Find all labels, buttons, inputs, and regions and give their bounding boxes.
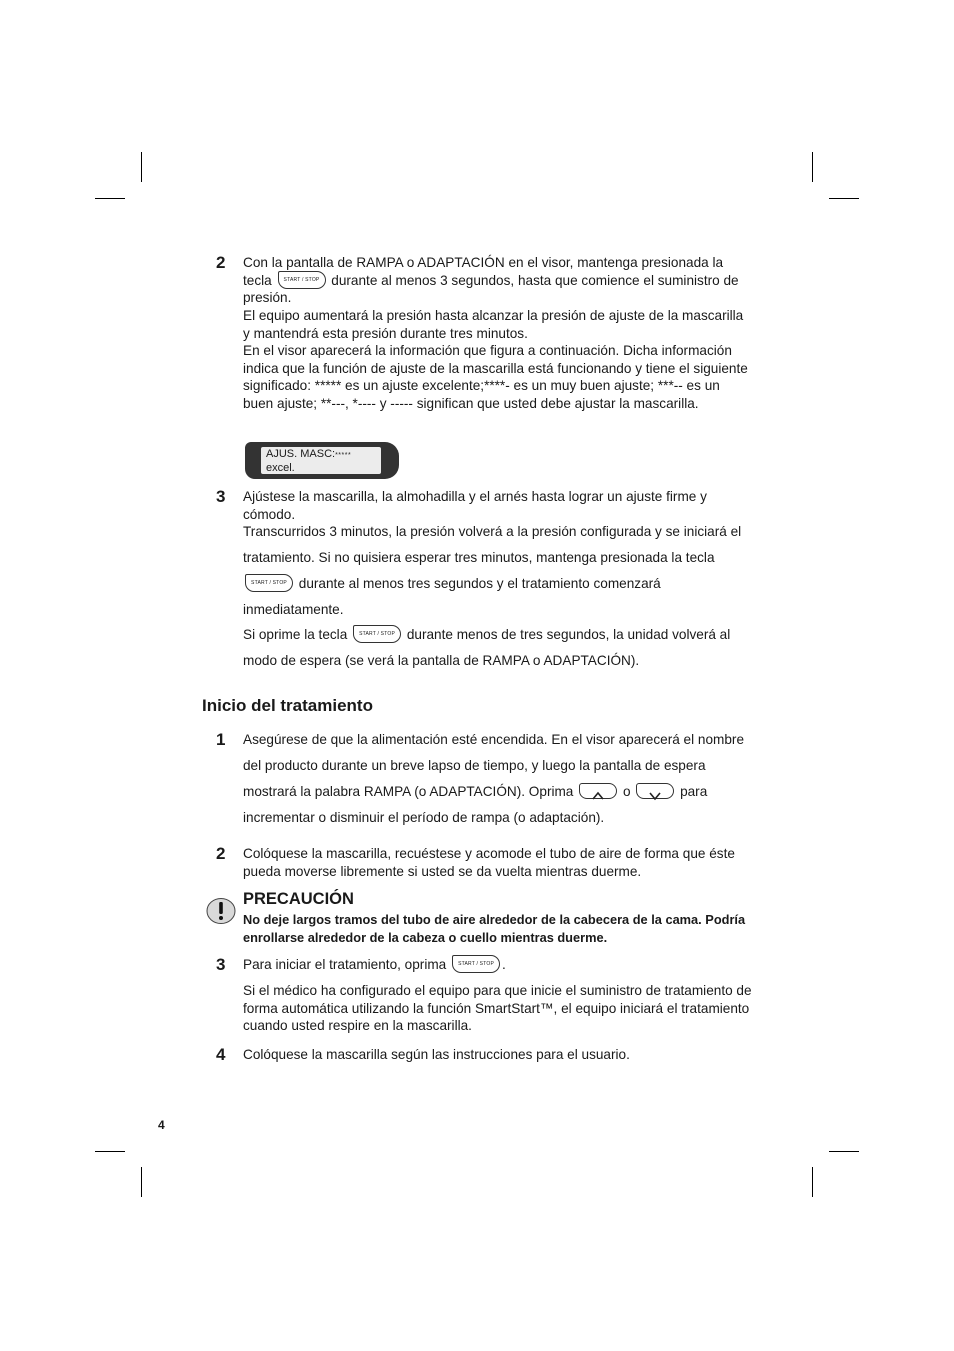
start-stop-button-icon: START / STOP — [278, 271, 326, 289]
step-number: 1 — [216, 730, 226, 749]
display-line: excel. — [266, 462, 295, 474]
crop-mark — [829, 1151, 859, 1152]
step-text-part: . — [502, 957, 506, 972]
paragraph: El equipo aumentará la presión hasta alcanzar la presión de ajuste de la mascarilla y mantendrá esta presión durante tres minutos. — [243, 308, 744, 341]
step-text-part: para incrementar o disminuir el período de rampa (o adaptación). — [243, 784, 708, 825]
start-stop-button-icon: START / STOP — [452, 955, 500, 973]
step-text-part: durante al menos 3 segundos, hasta que comience el suministro de presión. — [243, 272, 739, 306]
display-line — [266, 448, 381, 462]
section-heading: Inicio del tratamiento — [202, 696, 373, 715]
caution-title: PRECAUCIÓN — [243, 890, 354, 908]
step-text-part: durante al menos tres segundos y el tratamiento comenzará inmediatamente. — [243, 576, 661, 617]
down-arrow-button-icon — [636, 783, 674, 799]
up-arrow-button-icon — [579, 783, 617, 799]
step-text-part: durante menos de tres segundos, la unidad volverá al modo de espera (se verá la pantalla de RAMPA o ADAPTACIÓN). — [243, 627, 731, 668]
step-text — [243, 519, 753, 623]
crop-mark — [812, 152, 813, 182]
step-text — [243, 956, 753, 974]
crop-mark — [141, 1167, 142, 1197]
step-number: 3 — [216, 955, 226, 974]
crop-mark — [812, 1167, 813, 1197]
crop-mark — [95, 198, 125, 199]
page-number: 4 — [158, 1118, 165, 1132]
crop-mark — [141, 152, 142, 182]
display-text: AJUS. MASC: — [266, 448, 336, 460]
caution-text: No deje largos tramos del tubo de aire alrededor de la cabecera de la cama. Podría enrollarse alrededor de la cabeza o cuello mientras duerme. — [243, 912, 746, 945]
step-text-part: Con la pantalla de RAMPA o ADAPTACIÓN en el visor, mantenga presionada la tecla — [243, 255, 724, 288]
step-text-part: Transcurridos 3 minutos, la presión volverá a la presión configurada y se iniciará el tratamiento. Si no quisiera esperar tres minutos, mantenga presionada la tecla — [243, 524, 742, 565]
step-text — [243, 254, 753, 307]
start-stop-button-icon: START / STOP — [353, 625, 401, 643]
step-number: 3 — [216, 487, 226, 506]
step-text — [243, 727, 753, 831]
step-number: 2 — [216, 844, 226, 863]
step-text — [243, 622, 753, 674]
step-text-part: Asegúrese de que la alimentación esté encendida. En el visor aparecerá el nombre del producto durante un breve lapso de tiempo, y luego la pantalla de espera mostrará la palabra RAMPA (o ADAPTACIÓN). Oprima — [243, 732, 745, 799]
paragraph: Colóquese la mascarilla, recuéstese y acomode el tubo de aire de forma que éste pueda moverse libremente si usted se da vuelta mientras duerme. — [243, 846, 735, 879]
step-text-part: Si oprime la tecla — [243, 627, 348, 642]
paragraph: Colóquese la mascarilla según las instrucciones para el usuario. — [243, 1047, 630, 1062]
display-screen — [261, 447, 381, 474]
warning-icon — [206, 897, 236, 925]
device-display-illustration — [245, 442, 399, 479]
step-number: 4 — [216, 1045, 226, 1064]
crop-mark — [829, 198, 859, 199]
paragraph: Ajústese la mascarilla, la almohadilla y el arnés hasta lograr un ajuste firme y cómodo. — [243, 489, 707, 522]
display-stars: ***** — [335, 452, 352, 459]
step-text-part: Para iniciar el tratamiento, oprima — [243, 957, 447, 972]
step-number: 2 — [216, 253, 226, 272]
paragraph: Si el médico ha configurado el equipo para que inicie el suministro de tratamiento de forma automática utilizando la función SmartStart™, el equipo iniciará el tratamiento cuando usted respire en la mascarilla. — [243, 983, 752, 1034]
step-text-part: o — [622, 784, 631, 799]
start-stop-button-icon: START / STOP — [245, 574, 293, 592]
paragraph: En el visor aparecerá la información que figura a continuación. Dicha información indica que la función de ajuste de la mascarilla está funcionando y tiene el siguiente significado: ***** es un ajuste excelente;****- es un muy buen ajuste; ***-- es un buen ajuste; **---, *---- y ----- significan que usted debe ajustar la mascarilla. — [243, 343, 748, 411]
crop-mark — [95, 1151, 125, 1152]
